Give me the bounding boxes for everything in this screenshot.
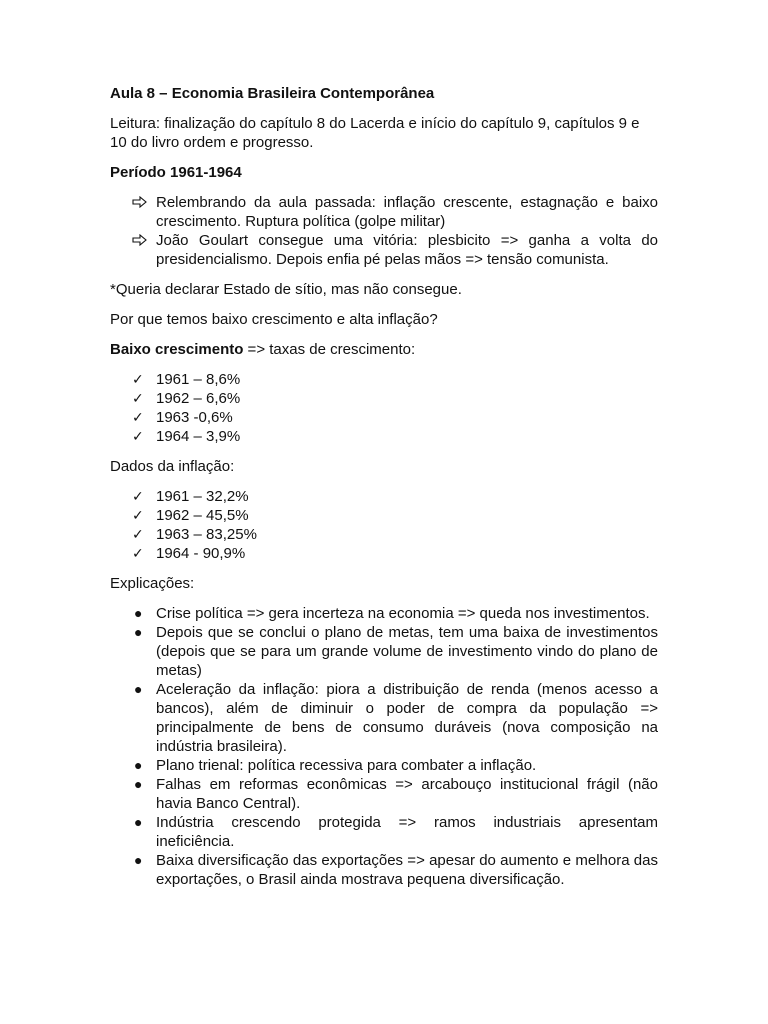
growth-list	[110, 370, 658, 446]
checkmark-icon: ✓	[132, 390, 144, 406]
list-item	[110, 370, 658, 389]
list-item	[110, 427, 658, 446]
outlined-right-arrow-icon	[132, 193, 150, 208]
reading-paragraph: Leitura: finalização do capítulo 8 do Lacerda e início do capítulo 9, capítulos 9 e 10 do livro ordem e progresso.	[110, 115, 640, 151]
list-item-text: 1963 -0,6%	[156, 409, 233, 426]
list-item-text: 1964 – 3,9%	[156, 428, 241, 445]
checkmark-icon: ✓	[132, 526, 144, 542]
checkmark-icon: ✓	[132, 507, 144, 523]
explanations-heading: Explicações:	[110, 575, 195, 592]
bullet-dot-icon: ●	[134, 776, 143, 792]
bullet-dot-icon: ●	[134, 624, 143, 640]
list-item-text: Falhas em reformas econômicas => arcabouço institucional frágil (não havia Banco Central).	[156, 776, 658, 812]
inflation-heading: Dados da inflação:	[110, 458, 235, 475]
question-paragraph: Por que temos baixo crescimento e alta inflação?	[110, 311, 438, 328]
growth-heading	[110, 340, 658, 359]
list-item-text: Crise política => gera incerteza na economia => queda nos investimentos.	[156, 605, 650, 622]
outlined-right-arrow-icon	[132, 231, 150, 246]
page-title: Aula 8 – Economia Brasileira Contemporânea	[110, 85, 435, 102]
bullet-dot-icon: ●	[134, 605, 143, 621]
list-item-text: Baixa diversificação das exportações => apesar do aumento e melhora das exportações, o Brasil ainda mostrava pequena diversificação.	[156, 852, 658, 888]
list-item	[110, 389, 658, 408]
inflation-list	[110, 487, 658, 563]
list-item-text: 1963 – 83,25%	[156, 526, 257, 543]
bullet-dot-icon: ●	[134, 814, 143, 830]
list-item	[110, 544, 658, 563]
list-item-text: Relembrando da aula passada: inflação crescente, estagnação e baixo crescimento. Ruptura política (golpe militar)	[156, 194, 658, 230]
bullet-dot-icon: ●	[134, 681, 143, 697]
list-item-text: 1962 – 6,6%	[156, 390, 241, 407]
list-item	[110, 851, 658, 889]
list-item-text: Plano trienal: política recessiva para combater a inflação.	[156, 757, 537, 774]
list-item	[110, 525, 658, 544]
list-item-text: Aceleração da inflação: piora a distribuição de renda (menos acesso a bancos), além de diminuir o poder de compra da população => principalmente de bens de consumo duráveis (nova composição na indústria brasileira).	[156, 681, 658, 755]
list-item-text: Indústria crescendo protegida => ramos industriais apresentam ineficiência.	[156, 814, 658, 850]
list-item-text: Depois que se conclui o plano de metas, tem uma baixa de investimentos (depois que se para um grande volume de investimento vindo do plano de metas)	[156, 624, 658, 679]
list-item	[110, 408, 658, 427]
growth-label-rest: => taxas de crescimento:	[243, 341, 416, 358]
bullet-dot-icon: ●	[134, 757, 143, 773]
note-paragraph: *Queria declarar Estado de sítio, mas não consegue.	[110, 281, 462, 298]
list-item	[110, 813, 658, 851]
checkmark-icon: ✓	[132, 545, 144, 561]
arrow-list	[110, 193, 658, 269]
list-item-text: 1962 – 45,5%	[156, 507, 249, 524]
list-item-text: 1961 – 32,2%	[156, 488, 249, 505]
bullet-dot-icon: ●	[134, 852, 143, 868]
list-item	[110, 775, 658, 813]
list-item	[110, 756, 658, 775]
explanations-list	[110, 604, 658, 889]
checkmark-icon: ✓	[132, 488, 144, 504]
list-item	[110, 487, 658, 506]
list-item	[110, 506, 658, 525]
checkmark-icon: ✓	[132, 371, 144, 387]
checkmark-icon: ✓	[132, 428, 144, 444]
list-item	[110, 680, 658, 756]
period-heading: Período 1961-1964	[110, 164, 242, 181]
document-body	[110, 84, 658, 900]
list-item	[110, 231, 658, 269]
list-item-text: 1961 – 8,6%	[156, 371, 241, 388]
checkmark-icon: ✓	[132, 409, 144, 425]
list-item	[110, 623, 658, 680]
list-item	[110, 604, 658, 623]
growth-label: Baixo crescimento	[110, 341, 244, 358]
list-item	[110, 193, 658, 231]
list-item-text: 1964 - 90,9%	[156, 545, 246, 562]
list-item-text: João Goulart consegue uma vitória: plesbicito => ganha a volta do presidencialismo. Depois enfia pé pelas mãos => tensão comunista.	[156, 232, 658, 268]
